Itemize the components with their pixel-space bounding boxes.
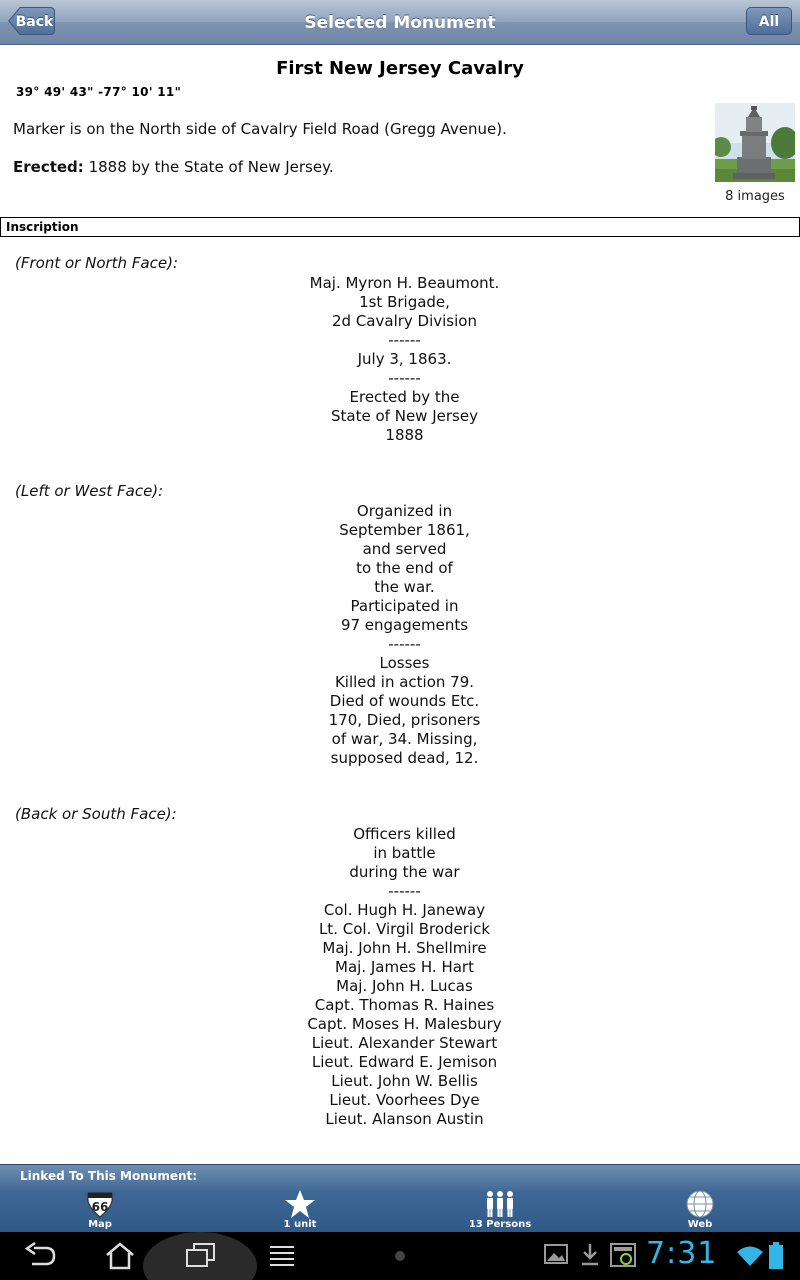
inscription-line: of war, 34. Missing, xyxy=(331,730,478,748)
coordinates: 39° 49' 43" -77° 10' 11" xyxy=(16,85,182,99)
face-label-south: (Back or South Face): xyxy=(15,805,177,823)
inscription-line: Lieut. Alanson Austin xyxy=(325,1110,484,1128)
dot-indicator-icon xyxy=(394,1250,406,1262)
back-button-label: Back xyxy=(15,14,54,30)
inscription-line: ------ xyxy=(388,369,421,387)
location-text: Marker is on the North side of Cavalry Field Road (Gregg Avenue). xyxy=(13,120,507,138)
tab-map-label: Map xyxy=(88,1219,112,1230)
inscription-line: Maj. James H. Hart xyxy=(335,958,474,976)
inscription-line: to the end of xyxy=(356,559,453,577)
wifi-icon xyxy=(736,1244,764,1268)
image-count[interactable]: 8 images xyxy=(725,189,785,204)
inscription-line: and served xyxy=(362,540,447,558)
monument-title: First New Jersey Cavalry xyxy=(276,58,524,79)
tab-units-label: 1 unit xyxy=(283,1219,317,1230)
inscription-line: Organized in xyxy=(356,502,453,520)
inscription-line: Lt. Col. Virgil Broderick xyxy=(318,920,491,938)
inscription-line: Maj. John H. Shellmire xyxy=(322,939,487,957)
erected-label: Erected: xyxy=(13,158,84,176)
globe-icon xyxy=(684,1189,716,1219)
recent-apps-icon[interactable] xyxy=(184,1242,218,1270)
tab-persons[interactable] xyxy=(440,1187,560,1233)
inscription-line: 1888 xyxy=(385,426,424,444)
inscription-line: Maj. John H. Lucas xyxy=(336,977,473,995)
all-button[interactable]: All xyxy=(746,7,792,35)
route-66-icon xyxy=(84,1189,116,1219)
tab-web-label: Web xyxy=(687,1219,713,1230)
inscription-line: Lieut. Edward E. Jemison xyxy=(311,1053,498,1071)
face-label-west: (Left or West Face): xyxy=(15,482,164,500)
inscription-line: Capt. Thomas R. Haines xyxy=(314,996,495,1014)
battery-icon xyxy=(768,1242,784,1270)
inscription-line: 97 engagements xyxy=(340,616,469,634)
sync-icon xyxy=(610,1242,636,1268)
navigation-bar xyxy=(0,0,800,45)
inscription-line: Capt. Moses H. Malesbury xyxy=(307,1015,502,1033)
inscription-line: 170, Died, prisoners xyxy=(328,711,481,729)
inscription-line: ------ xyxy=(388,635,421,653)
clock: 7:31 xyxy=(646,1236,718,1271)
inscription-line: Killed in action 79. xyxy=(334,673,475,691)
inscription-line: 2d Cavalry Division xyxy=(332,312,477,330)
inscription-line: Officers killed xyxy=(353,825,456,843)
inscription-line: ------ xyxy=(388,331,421,349)
page-title: Selected Monument xyxy=(304,13,496,33)
erected-value: 1888 by the State of New Jersey. xyxy=(83,158,334,176)
face-label-front: (Front or North Face): xyxy=(15,254,179,272)
inscription-line: Lieut. Voorhees Dye xyxy=(329,1091,480,1109)
erected-text xyxy=(13,158,334,176)
linked-label: Linked To This Monument: xyxy=(20,1169,198,1183)
monument-photo xyxy=(715,103,795,182)
inscription-line: State of New Jersey xyxy=(331,407,478,425)
inscription-line: during the war xyxy=(349,863,460,881)
menu-icon[interactable] xyxy=(268,1242,296,1270)
gallery-icon xyxy=(544,1242,568,1266)
inscription-line: July 3, 1863. xyxy=(357,350,452,368)
tab-map[interactable] xyxy=(40,1187,160,1233)
back-nav-icon[interactable] xyxy=(24,1242,56,1270)
inscription-front xyxy=(200,274,609,445)
download-icon xyxy=(580,1242,600,1268)
inscription-line: Erected by the xyxy=(349,388,460,406)
tab-web[interactable] xyxy=(640,1187,760,1233)
inscription-line: Participated in xyxy=(350,597,459,615)
inscription-south xyxy=(200,825,609,1129)
inscription-line: Lieut. Alexander Stewart xyxy=(311,1034,498,1052)
inscription-west xyxy=(200,502,609,768)
inscription-line: Losses xyxy=(379,654,430,672)
inscription-header: Inscription xyxy=(0,217,800,237)
tab-persons-label: 13 Persons xyxy=(468,1219,532,1230)
inscription-line: ------ xyxy=(388,882,421,900)
inscription-line: supposed dead, 12. xyxy=(330,749,479,767)
monument-thumbnail[interactable] xyxy=(715,103,795,182)
linked-toolbar xyxy=(0,1164,800,1233)
inscription-line: Died of wounds Etc. xyxy=(329,692,480,710)
svg-text:66: 66 xyxy=(91,1200,109,1214)
home-icon[interactable] xyxy=(104,1242,136,1270)
inscription-line: 1st Brigade, xyxy=(359,293,450,311)
inscription-line: September 1861, xyxy=(339,521,470,539)
inscription-line: Col. Hugh H. Janeway xyxy=(323,901,486,919)
system-bar xyxy=(0,1232,800,1280)
inscription-line: the war. xyxy=(374,578,435,596)
inscription-line: Lieut. John W. Bellis xyxy=(331,1072,478,1090)
persons-icon xyxy=(484,1189,516,1219)
inscription-line: in battle xyxy=(373,844,436,862)
star-icon xyxy=(284,1189,316,1219)
inscription-line: Maj. Myron H. Beaumont. xyxy=(309,274,500,292)
tab-units[interactable] xyxy=(240,1187,360,1233)
